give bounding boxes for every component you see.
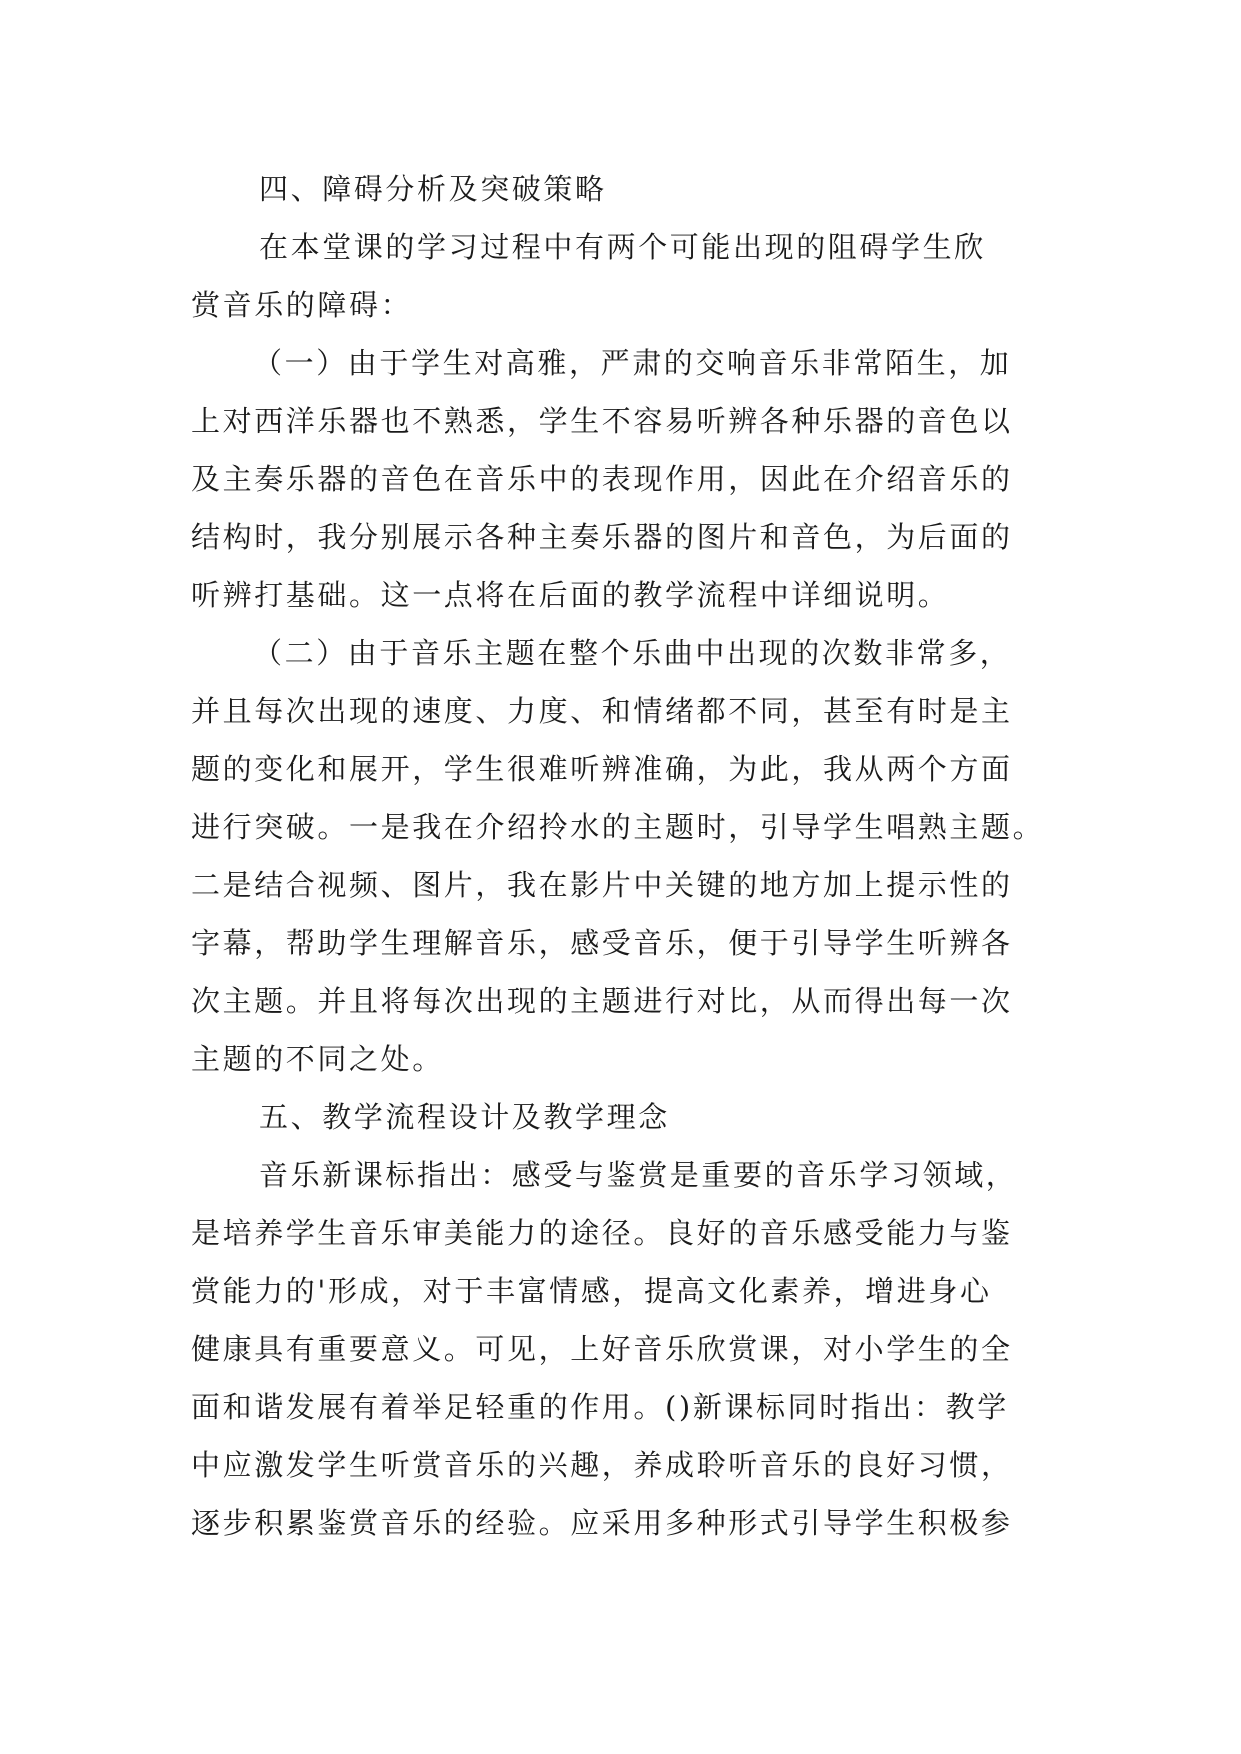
paragraph-line: 中应激发学生听赏音乐的兴趣，养成聆听音乐的良好习惯， bbox=[191, 1448, 1013, 1482]
paragraph-line: 健康具有重要意义。可见，上好音乐欣赏课，对小学生的全 bbox=[191, 1332, 1013, 1366]
document-body bbox=[191, 160, 1051, 1552]
paragraph-line: 赏能力的'形成，对于丰富情感，提高文化素养，增进身心 bbox=[191, 1274, 992, 1308]
paragraph-line: 二是结合视频、图片，我在影片中关键的地方加上提示性的 bbox=[191, 868, 1013, 902]
paragraph-line: 主题的不同之处。 bbox=[191, 1042, 444, 1076]
paragraph-line: 音乐新课标指出：感受与鉴赏是重要的音乐学习领域， bbox=[259, 1158, 1018, 1192]
paragraph-line: 在本堂课的学习过程中有两个可能出现的阻碍学生欣 bbox=[259, 230, 986, 264]
paragraph-line: 是培养学生音乐审美能力的途径。良好的音乐感受能力与鉴 bbox=[191, 1216, 1013, 1250]
paragraph-line: 次主题。并且将每次出现的主题进行对比，从而得出每一次 bbox=[191, 984, 1013, 1018]
paragraph-line: 题的变化和展开，学生很难听辨准确，为此，我从两个方面 bbox=[191, 752, 1013, 786]
paragraph-line: 上对西洋乐器也不熟悉，学生不容易听辨各种乐器的音色以 bbox=[191, 404, 1013, 438]
paragraph-line: （二）由于音乐主题在整个乐曲中出现的次数非常多， bbox=[253, 636, 1012, 670]
paragraph-line: 赏音乐的障碍： bbox=[191, 288, 413, 322]
paragraph-line: 字幕，帮助学生理解音乐，感受音乐，便于引导学生听辨各 bbox=[191, 926, 1013, 960]
paragraph-line: 结构时，我分别展示各种主奏乐器的图片和音色，为后面的 bbox=[191, 520, 1013, 554]
paragraph-line: 并且每次出现的速度、力度、和情绪都不同，甚至有时是主 bbox=[191, 694, 1013, 728]
paragraph-line: 逐步积累鉴赏音乐的经验。应采用多种形式引导学生积极参 bbox=[191, 1506, 1013, 1540]
paragraph-line: （一）由于学生对高雅，严肃的交响音乐非常陌生，加 bbox=[253, 346, 1012, 380]
paragraph-line: 听辨打基础。这一点将在后面的教学流程中详细说明。 bbox=[191, 578, 950, 612]
paragraph-line: 面和谐发展有着举足轻重的作用。()新课标同时指出：教学 bbox=[191, 1390, 1009, 1424]
section-heading-4: 四、障碍分析及突破策略 bbox=[259, 172, 607, 206]
section-heading-5: 五、教学流程设计及教学理念 bbox=[259, 1100, 670, 1134]
paragraph-line: 进行突破。一是我在介绍拎水的主题时，引导学生唱熟主题。 bbox=[191, 810, 1045, 844]
paragraph-line: 及主奏乐器的音色在音乐中的表现作用，因此在介绍音乐的 bbox=[191, 462, 1013, 496]
